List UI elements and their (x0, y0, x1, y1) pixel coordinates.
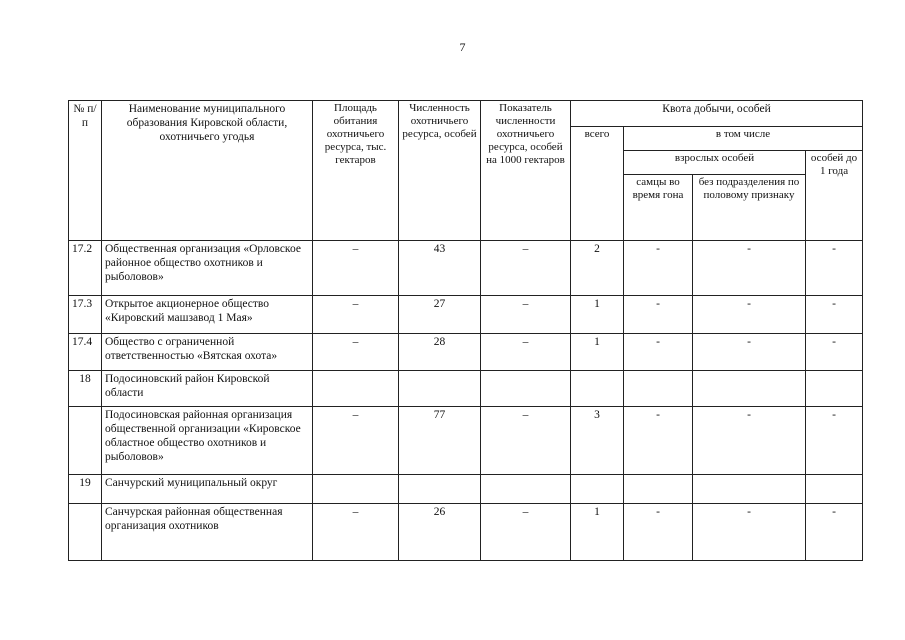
row-males: - (624, 334, 693, 371)
row-total: 1 (571, 334, 624, 371)
table-row (69, 296, 863, 334)
header-area: Площадь обитания охотничьего ресурса, тыс. гектаров (313, 101, 399, 241)
row-density (481, 475, 571, 504)
row-young: - (806, 296, 863, 334)
row-total: 1 (571, 504, 624, 561)
row-nosplit: - (693, 296, 806, 334)
table-row (69, 504, 863, 561)
header-density: Показатель численности охотничьего ресурса, особей на 1000 гектаров (481, 101, 571, 241)
header-count: Численность охотничьего ресурса, особей (399, 101, 481, 241)
row-total: 1 (571, 296, 624, 334)
row-density (481, 371, 571, 407)
row-area: – (313, 407, 399, 475)
row-num: 19 (69, 475, 102, 504)
row-area: – (313, 296, 399, 334)
row-young (806, 475, 863, 504)
table-row (69, 371, 863, 407)
row-total (571, 475, 624, 504)
row-count (399, 475, 481, 504)
row-num: 17.4 (69, 334, 102, 371)
row-name: Санчурская районная общественная организация охотников (102, 504, 313, 561)
header-name: Наименование муниципального образования Кировской области, охотничьего угодья (102, 101, 313, 241)
row-count: 26 (399, 504, 481, 561)
header-males-rut: самцы во время гона (624, 175, 693, 241)
row-area (313, 371, 399, 407)
row-nosplit (693, 371, 806, 407)
row-density: – (481, 504, 571, 561)
row-count: 28 (399, 334, 481, 371)
row-density: – (481, 334, 571, 371)
row-name: Общество с ограниченной ответственностью «Вятская охота» (102, 334, 313, 371)
header-total: всего (571, 127, 624, 241)
row-density: – (481, 241, 571, 296)
row-young: - (806, 241, 863, 296)
row-count: 43 (399, 241, 481, 296)
row-count: 27 (399, 296, 481, 334)
row-nosplit: - (693, 334, 806, 371)
header-quota: Квота добычи, особей (571, 101, 863, 127)
table-row (69, 407, 863, 475)
row-density: – (481, 407, 571, 475)
header-num: № п/п (69, 101, 102, 241)
header-under-one: особей до 1 года (806, 151, 863, 241)
row-num (69, 504, 102, 561)
row-num: 17.3 (69, 296, 102, 334)
table-row (69, 241, 863, 296)
row-name: Подосиновская районная организация общественной организации «Кировское областное общество охотников и рыболовов» (102, 407, 313, 475)
row-young: - (806, 407, 863, 475)
header-no-sex-split: без подразделения по половому признаку (693, 175, 806, 241)
row-total: 3 (571, 407, 624, 475)
row-num: 18 (69, 371, 102, 407)
row-total (571, 371, 624, 407)
row-total: 2 (571, 241, 624, 296)
row-young: - (806, 504, 863, 561)
row-nosplit (693, 475, 806, 504)
row-young (806, 371, 863, 407)
row-name: Санчурский муниципальный округ (102, 475, 313, 504)
page-number: 7 (459, 40, 466, 54)
header-adults: взрослых особей (624, 151, 806, 175)
row-nosplit: - (693, 504, 806, 561)
row-area: – (313, 241, 399, 296)
row-males (624, 371, 693, 407)
row-count: 77 (399, 407, 481, 475)
row-males (624, 475, 693, 504)
row-males: - (624, 296, 693, 334)
row-name: Подосиновский район Кировской области (102, 371, 313, 407)
row-density: – (481, 296, 571, 334)
quota-table (68, 100, 863, 561)
row-males: - (624, 241, 693, 296)
table-row (69, 334, 863, 371)
row-males: - (624, 504, 693, 561)
row-name: Общественная организация «Орловское районное общество охотников и рыболовов» (102, 241, 313, 296)
row-males: - (624, 407, 693, 475)
table-row (69, 475, 863, 504)
row-num: 17.2 (69, 241, 102, 296)
row-area: – (313, 504, 399, 561)
row-young: - (806, 334, 863, 371)
row-area (313, 475, 399, 504)
row-num (69, 407, 102, 475)
row-nosplit: - (693, 407, 806, 475)
row-name: Открытое акционерное общество «Кировский машзавод 1 Мая» (102, 296, 313, 334)
row-count (399, 371, 481, 407)
row-area: – (313, 334, 399, 371)
header-including: в том числе (624, 127, 863, 151)
row-nosplit: - (693, 241, 806, 296)
